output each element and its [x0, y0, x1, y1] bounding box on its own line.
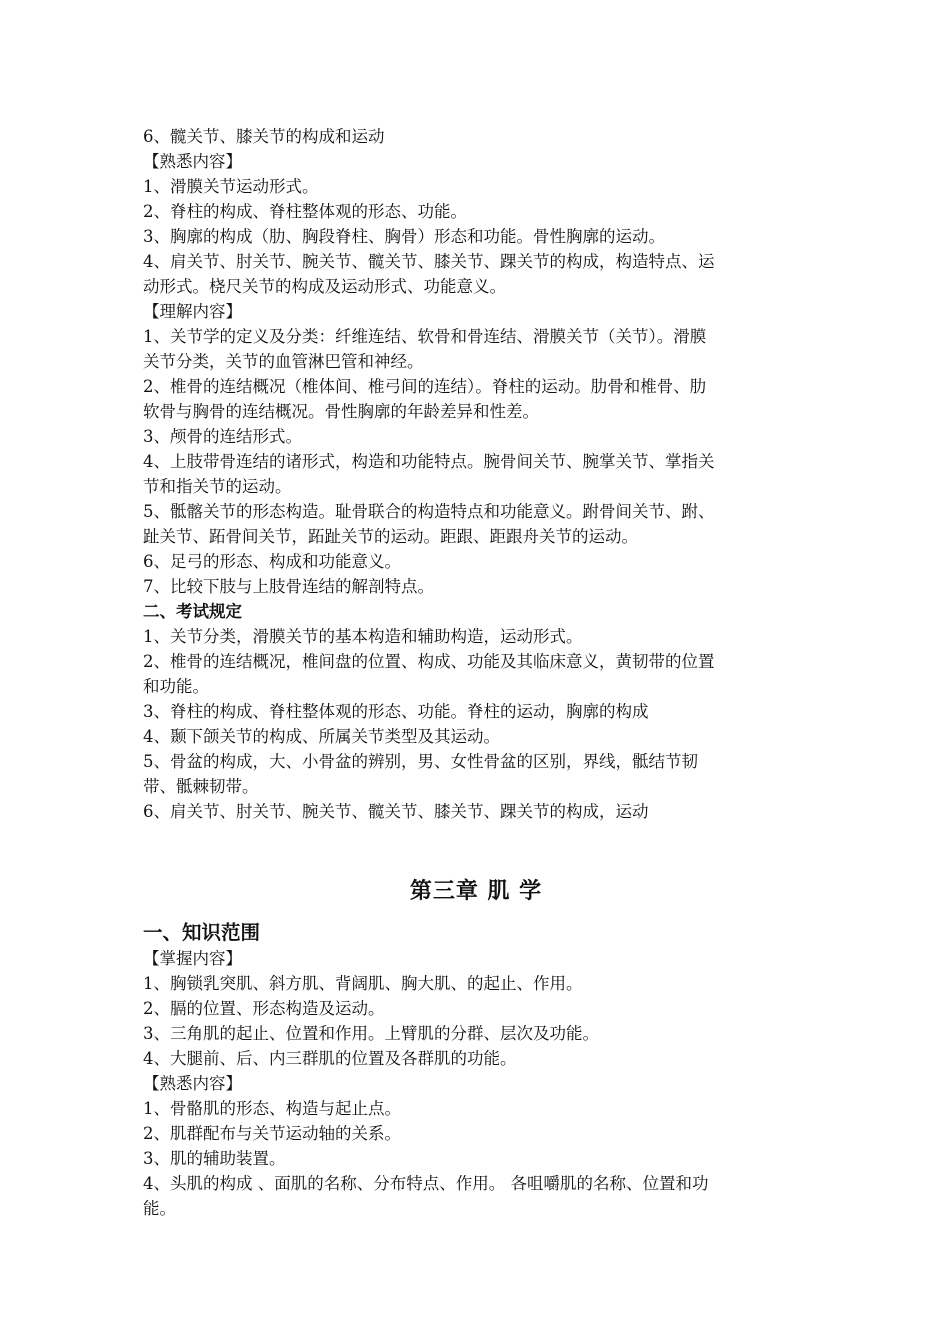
text-line: 趾关节、跖骨间关节，跖趾关节的运动。距跟、距跟舟关节的运动。 [143, 527, 638, 546]
text-line: 1、关节学的定义及分类：纤维连结、软骨和骨连结、滑膜关节（关节）。滑膜 [143, 327, 707, 346]
text-line: 2、椎骨的连结概况，椎间盘的位置、构成、功能及其临床意义，黄韧带的位置 [143, 652, 715, 671]
subsection-heading-understand: 【理解内容】 [143, 302, 242, 321]
joint-section [143, 124, 809, 824]
text-line: 4、大腿前、后、内三群肌的位置及各群肌的功能。 [143, 1049, 517, 1068]
text-line: 3、胸廓的构成（肋、胸段脊柱、胸骨）形态和功能。骨性胸廓的运动。 [143, 227, 665, 246]
chapter-title: 第三章 肌 学 [409, 878, 543, 904]
text-line: 3、脊柱的构成、脊柱整体观的形态、功能。脊柱的运动，胸廓的构成 [143, 702, 649, 721]
text-line: 4、上肢带骨连结的诸形式，构造和功能特点。腕骨间关节、腕掌关节、掌指关 [143, 452, 715, 471]
exam-heading: 二、考试规定 [143, 602, 242, 621]
section-heading: 一、知识范围 [143, 921, 261, 944]
subsection-heading-familiar: 【熟悉内容】 [143, 1074, 242, 1093]
text-line: 4、颞下颌关节的构成、所属关节类型及其运动。 [143, 727, 500, 746]
text-line: 1、骨骼肌的形态、构造与起止点。 [143, 1099, 401, 1118]
text-line: 2、肌群配布与关节运动轴的关系。 [143, 1124, 401, 1143]
text-line: 4、头肌的构成 、面肌的名称、分布特点、作用。 各咀嚼肌的名称、位置和功 [143, 1174, 709, 1193]
text-line: 动形式。桡尺关节的构成及运动形式、功能意义。 [143, 277, 506, 296]
text-line: 2、膈的位置、形态构造及运动。 [143, 999, 385, 1018]
muscle-section [143, 919, 809, 1221]
text-line: 2、椎骨的连结概况（椎体间、椎弓间的连结）。脊柱的运动。肋骨和椎骨、肋 [143, 377, 707, 396]
text-line: 5、骨盆的构成，大、小骨盆的辨别，男、女性骨盆的区别，界线，骶结节韧 [143, 752, 698, 771]
text-line: 6、髋关节、膝关节的构成和运动 [143, 127, 385, 146]
text-line: 7、比较下肢与上肢骨连结的解剖特点。 [143, 577, 434, 596]
text-line: 能。 [143, 1199, 176, 1218]
subsection-heading-familiar: 【熟悉内容】 [143, 152, 242, 171]
text-line: 节和指关节的运动。 [143, 477, 292, 496]
subsection-heading-master: 【掌握内容】 [143, 949, 242, 968]
text-line: 和功能。 [143, 677, 209, 696]
text-line: 6、足弓的形态、构成和功能意义。 [143, 552, 401, 571]
text-line: 2、脊柱的构成、脊柱整体观的形态、功能。 [143, 202, 467, 221]
text-line: 关节分类，关节的血管淋巴管和神经。 [143, 352, 424, 371]
text-line: 5、骶髂关节的形态构造。耻骨联合的构造特点和功能意义。跗骨间关节、跗、 [143, 502, 715, 521]
text-line: 1、滑膜关节运动形式。 [143, 177, 319, 196]
text-line: 3、颅骨的连结形式。 [143, 427, 302, 446]
text-line: 软骨与胸骨的连结概况。骨性胸廓的年龄差异和性差。 [143, 402, 539, 421]
text-line: 3、三角肌的起止、位置和作用。上臂肌的分群、层次及功能。 [143, 1024, 599, 1043]
text-line: 1、胸锁乳突肌、斜方肌、背阔肌、胸大肌、的起止、作用。 [143, 974, 583, 993]
text-line: 带、骶棘韧带。 [143, 777, 259, 796]
text-line: 4、肩关节、肘关节、腕关节、髋关节、膝关节、踝关节的构成，构造特点、运 [143, 252, 715, 271]
text-line: 6、肩关节、肘关节、腕关节、髋关节、膝关节、踝关节的构成，运动 [143, 802, 649, 821]
text-line: 3、肌的辅助装置。 [143, 1149, 286, 1168]
text-line: 1、关节分类，滑膜关节的基本构造和辅助构造，运动形式。 [143, 627, 583, 646]
